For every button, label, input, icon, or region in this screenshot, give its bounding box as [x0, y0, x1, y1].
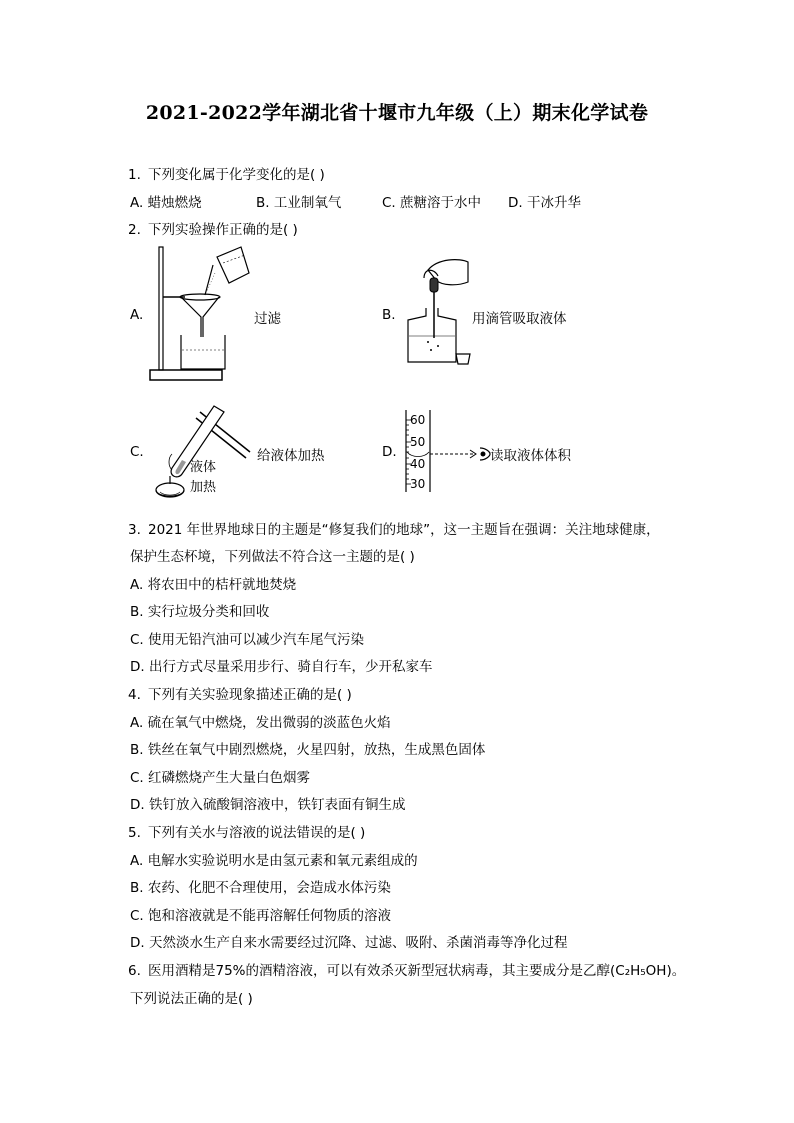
- cylinder-tick-60: 60: [410, 413, 426, 427]
- option-b-letter: B.: [382, 307, 396, 323]
- option-c-inner-label-liquid: 液体: [190, 460, 217, 475]
- question-stem: 下列实验操作正确的是( ): [148, 222, 298, 238]
- question-stem: 下列变化属于化学变化的是( ): [148, 167, 325, 183]
- question-stem-line1: 医用酒精是75%的酒精溶液，可以有效杀灭新型冠状病毒，其主要成分是乙醇(C₂H₅OH)。: [148, 963, 686, 979]
- option-d-letter: D.: [382, 444, 397, 460]
- cylinder-tick-50: 50: [410, 435, 426, 449]
- question-5-option-b: B. 农药、化肥不合理使用，会造成水体污染: [130, 880, 391, 896]
- question-5-option-d: D. 天然淡水生产自来水需要经过沉降、过滤、吸附、杀菌消毒等净化过程: [130, 935, 568, 951]
- question-4-option-c: C. 红磷燃烧产生大量白色烟雾: [130, 770, 311, 786]
- question-stem-line1: 2021 年世界地球日的主题是“修复我们的地球”，这一主题旨在强调：关注地球健康，: [148, 522, 660, 538]
- cylinder-tick-30: 30: [410, 477, 426, 491]
- option-c-caption: 给液体加热: [257, 448, 325, 464]
- question-number: 1.: [128, 167, 141, 183]
- question-3-option-b: B. 实行垃圾分类和回收: [130, 604, 270, 620]
- option-b: B. 工业制氧气: [256, 195, 342, 211]
- option-c: C. 蔗糖溶于水中: [382, 195, 482, 211]
- dropper-figure: [398, 256, 470, 368]
- question-3: [128, 518, 660, 538]
- question-number: 3.: [128, 522, 141, 538]
- question-5-option-a: A. 电解水实验说明水是由氢元素和氧元素组成的: [130, 853, 418, 869]
- option-c-letter: C.: [130, 444, 144, 460]
- question-1: [128, 163, 325, 183]
- filtration-apparatus-figure: [145, 245, 255, 385]
- question-3-option-c: C. 使用无铅汽油可以减少汽车尾气污染: [130, 632, 365, 648]
- question-3-option-d: D. 出行方式尽量采用步行、骑自行车，少开私家车: [130, 659, 433, 675]
- question-4-option-a: A. 硫在氧气中燃烧，发出微弱的淡蓝色火焰: [130, 715, 391, 731]
- option-a: A. 蜡烛燃烧: [130, 195, 202, 211]
- question-4-option-b: B. 铁丝在氧气中剧烈燃烧，火星四射，放热，生成黑色固体: [130, 742, 486, 758]
- option-b-caption: 用滴管吸取液体: [472, 311, 567, 327]
- question-3-stem-line2: 保护生态杯境，下列做法不符合这一主题的是( ): [130, 549, 415, 565]
- question-6: [128, 959, 685, 979]
- question-4-option-d: D. 铁钉放入硫酸铜溶液中，铁钉表面有铜生成: [130, 797, 406, 813]
- question-stem: 下列有关实验现象描述正确的是( ): [148, 687, 352, 703]
- option-a-letter: A.: [130, 307, 144, 323]
- question-5: [128, 821, 365, 841]
- question-2: [128, 218, 298, 238]
- option-d-caption: 读取液体体积: [490, 448, 571, 464]
- question-number: 5.: [128, 825, 141, 841]
- option-a-caption: 过滤: [254, 311, 281, 327]
- question-4: [128, 683, 352, 703]
- question-6-stem-line2: 下列说法正确的是( ): [130, 991, 253, 1007]
- page-title: 2021-2022学年湖北省十堰市九年级（上）期末化学试卷: [145, 102, 649, 124]
- question-number: 4.: [128, 687, 141, 703]
- question-stem: 下列有关水与溶液的说法错误的是( ): [148, 825, 366, 841]
- option-c-inner-label-heat: 加热: [190, 480, 217, 495]
- question-1-options: [130, 191, 581, 211]
- option-d: D. 干冰升华: [508, 195, 581, 211]
- cylinder-tick-40: 40: [410, 457, 426, 471]
- question-number: 6.: [128, 963, 141, 979]
- question-3-option-a: A. 将农田中的桔杆就地焚烧: [130, 577, 297, 593]
- question-5-option-c: C. 饱和溶液就是不能再溶解任何物质的溶液: [130, 908, 392, 924]
- question-number: 2.: [128, 222, 141, 238]
